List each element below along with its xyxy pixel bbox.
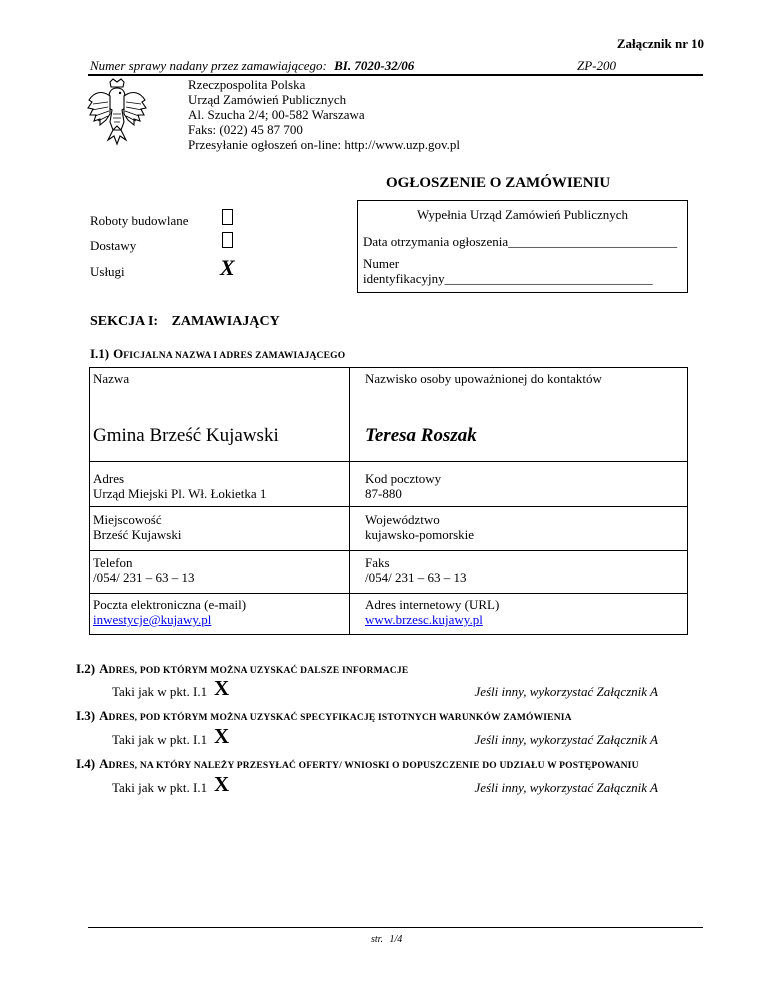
contact-person-label: Nazwisko osoby upoważnionej do kontaktów — [365, 371, 602, 386]
same-as-i1-label: Taki jak w pkt. I.1 — [112, 684, 208, 699]
subsection-initial: A — [99, 708, 109, 723]
identification-number-line: identyfikacyjny________________________________ — [363, 271, 653, 286]
name-label: Nazwa — [93, 371, 130, 386]
same-as-i1-mark: X — [214, 676, 230, 700]
case-number-value: BI. 7020-32/06 — [334, 58, 415, 73]
order-type-label: Dostawy — [90, 238, 137, 253]
case-number-label: Numer sprawy nadany przez zamawiającego: — [90, 58, 327, 73]
annex-a-note: Jeśli inny, wykorzystać Załącznik A — [474, 684, 658, 699]
identification-number-label: Numer — [363, 256, 400, 271]
same-as-i1-label: Taki jak w pkt. I.1 — [112, 780, 208, 795]
subsection-number: I.1) — [90, 346, 110, 361]
institution-line: Urząd Zamówień Publicznych — [188, 92, 347, 107]
order-type-checkbox[interactable] — [222, 209, 233, 225]
table-divider — [349, 367, 350, 635]
subsection-number: I.3) — [76, 708, 96, 723]
phone-value: /054/ 231 – 63 – 13 — [93, 570, 195, 585]
page-number — [371, 934, 402, 945]
subsection-heading-i4 — [76, 755, 639, 773]
subsection-initial: O — [113, 346, 124, 361]
case-number-line — [90, 58, 414, 74]
phone-cell — [93, 555, 194, 585]
address-value: Urząd Miejski Pl. Wł. Łokietka 1 — [93, 486, 267, 501]
reception-date-field: Data otrzymania ogłoszenia__________________________ — [363, 234, 678, 249]
institution-block — [188, 77, 460, 152]
section-number: SEKCJA I: — [90, 314, 159, 329]
identification-number-field — [363, 256, 653, 286]
province-label: Województwo — [365, 512, 440, 527]
subsection-number: I.2) — [76, 661, 96, 676]
email-label: Poczta elektroniczna (e-mail) — [93, 597, 247, 612]
address-cell — [93, 471, 266, 501]
subsection-title: DRES, POD KTÓRYM MOŻNA UZYSKAĆ DALSZE INFORMACJE — [108, 666, 409, 676]
table-row-rule — [89, 506, 688, 507]
attachment-label: Załącznik nr 10 — [616, 36, 704, 51]
order-type-label: Usługi — [90, 264, 125, 279]
same-as-i1-label: Taki jak w pkt. I.1 — [112, 732, 208, 747]
form-code: ZP-200 — [577, 58, 616, 73]
address-label: Adres — [93, 471, 125, 486]
contracting-authority-table — [89, 367, 688, 635]
city-label: Miejscowość — [93, 512, 162, 527]
province-value: kujawsko-pomorskie — [365, 527, 475, 542]
section-heading — [90, 314, 280, 330]
order-type-label: Roboty budowlane — [90, 213, 189, 228]
same-as-i1-mark: X — [214, 724, 230, 748]
institution-line: Rzeczpospolita Polska — [188, 77, 306, 92]
postcode-value: 87-880 — [365, 486, 402, 501]
page-title: OGŁOSZENIE O ZAMÓWIENIU — [386, 175, 611, 191]
table-row-rule — [89, 593, 688, 594]
website-cell — [365, 597, 499, 627]
website-label: Adres internetowy (URL) — [365, 597, 500, 612]
subsection-initial: A — [99, 661, 109, 676]
header-rule — [88, 74, 703, 76]
province-cell — [365, 512, 474, 542]
email-link[interactable]: inwestycje@kujawy.pl — [93, 612, 212, 627]
postcode-label: Kod pocztowy — [365, 471, 442, 486]
subsection-title: DRES, NA KTÓRY NALEŻY PRZESYŁAĆ OFERTY/ WNIOSKI O DOPUSZCZENIE DO UDZIAŁU W POSTĘPOWANIU — [108, 761, 639, 771]
postcode-cell — [365, 471, 441, 501]
page-prefix: str. — [371, 934, 383, 945]
footer-rule — [88, 927, 703, 928]
subsection-initial: A — [99, 756, 109, 771]
city-value: Brześć Kujawski — [93, 527, 182, 542]
section-name: ZAMAWIAJĄCY — [171, 314, 280, 329]
order-type-checkbox[interactable] — [222, 232, 233, 248]
subsection-heading-i2 — [76, 660, 408, 678]
subsection-title: FICJALNA NAZWA I ADRES ZAMAWIAJĄCEGO — [123, 351, 346, 361]
website-link[interactable]: www.brzesc.kujawy.pl — [365, 612, 483, 627]
table-row-rule — [89, 461, 688, 462]
fax-cell — [365, 555, 466, 585]
order-type-selected-mark: X — [220, 255, 235, 280]
email-cell — [93, 597, 246, 627]
institution-line: Faks: (022) 45 87 700 — [188, 122, 303, 137]
city-cell — [93, 512, 181, 542]
institution-line: Al. Szucha 2/4; 00-582 Warszawa — [188, 107, 365, 122]
page-number-value: 1/4 — [389, 934, 403, 945]
subsection-heading-i1 — [90, 345, 345, 363]
uzp-box-heading: Wypełnia Urząd Zamówień Publicznych — [416, 207, 629, 222]
contact-person-value: Teresa Roszak — [365, 425, 477, 446]
fax-value: /054/ 231 – 63 – 13 — [365, 570, 467, 585]
table-row-rule — [89, 550, 688, 551]
fax-label: Faks — [365, 555, 390, 570]
institution-line: Przesyłanie ogłoszeń on-line: http://www.uzp.gov.pl — [188, 137, 460, 152]
subsection-number: I.4) — [76, 756, 96, 771]
name-value: Gmina Brześć Kujawski — [93, 425, 279, 446]
subsection-title: DRES, POD KTÓRYM MOŻNA UZYSKAĆ SPECYFIKACJĘ ISTOTNYCH WARUNKÓW ZAMÓWIENIA — [108, 713, 572, 723]
eagle-emblem-icon — [86, 78, 148, 146]
annex-a-note: Jeśli inny, wykorzystać Załącznik A — [474, 780, 658, 795]
phone-label: Telefon — [93, 555, 133, 570]
annex-a-note: Jeśli inny, wykorzystać Załącznik A — [474, 732, 658, 747]
same-as-i1-mark: X — [214, 772, 230, 796]
subsection-heading-i3 — [76, 707, 572, 725]
